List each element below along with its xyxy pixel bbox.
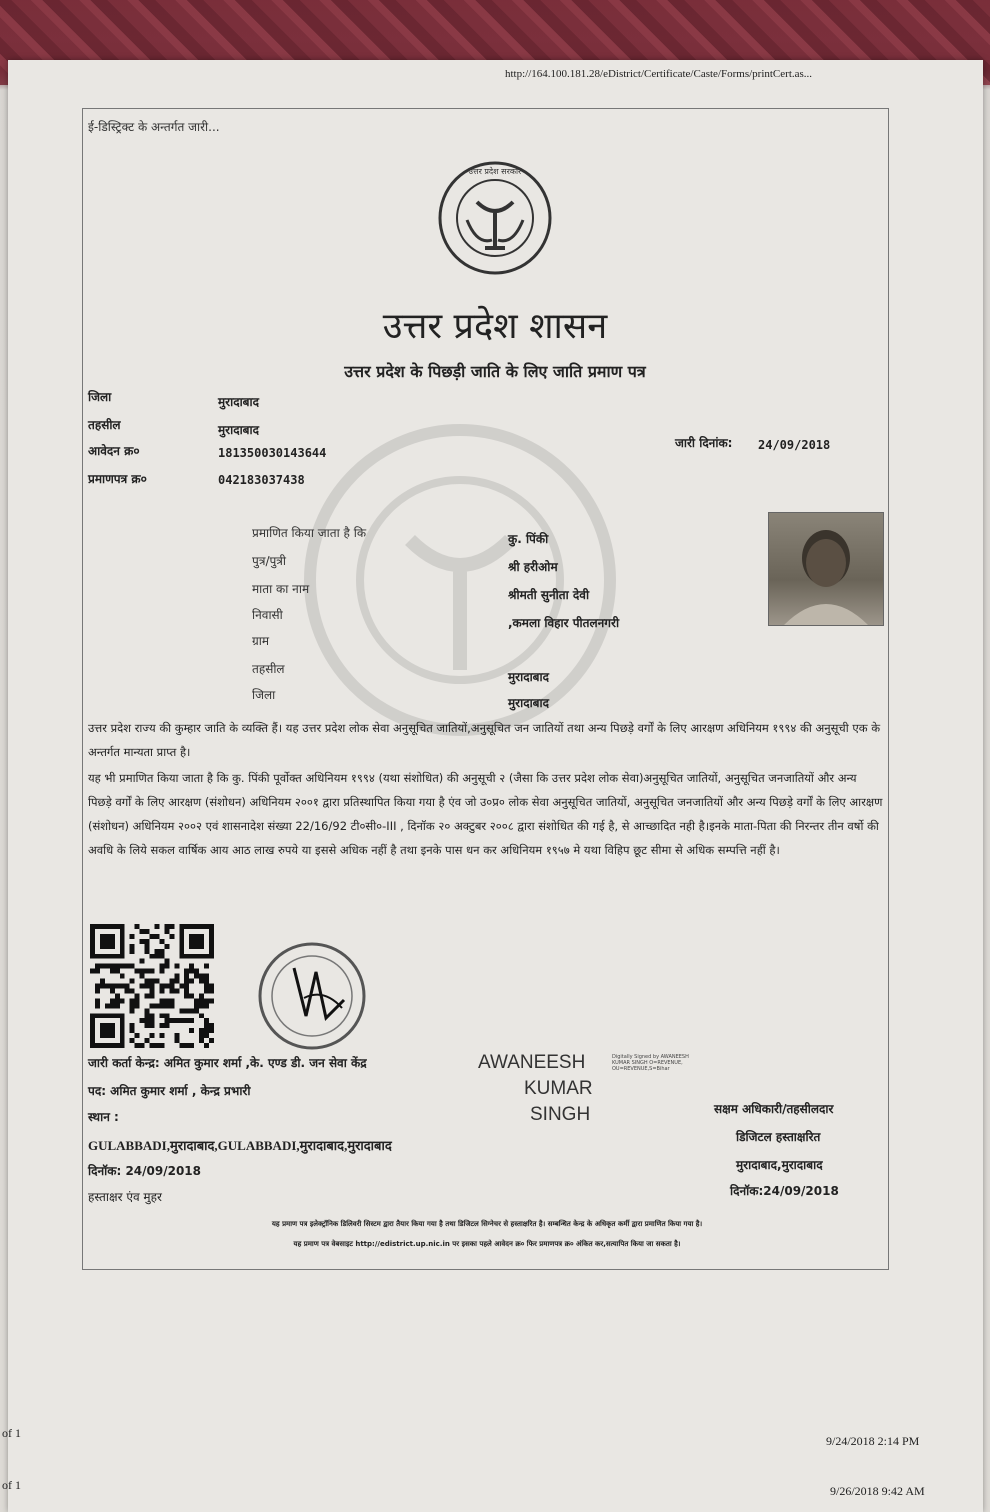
tehsil-label: तहसील: [88, 418, 121, 432]
field-label: माता का नाम: [252, 582, 310, 596]
field-value: कु. पिंकी: [508, 532, 549, 546]
qr-code: [90, 924, 214, 1048]
officer-date: दिनॉक:24/09/2018: [730, 1184, 839, 1198]
tehsildar-seal-icon: [254, 938, 370, 1054]
issuing-center: जारी कर्ता केन्द्र: अमित कुमार शर्मा ,के. एण्ड डी. जन सेवा केंद्र: [88, 1056, 367, 1070]
officer-title: सक्षम अधिकारी/तहसीलदार: [714, 1102, 834, 1116]
application-label: आवेदन क्र०: [88, 444, 140, 458]
fine-print-2: यह प्रमाण पत्र वेबसाइट http://edistrict.up.nic.in पर इसका पहले आवेदन क्र० फिर प्रमाणपत्र क्र० अंकित कर,सत्यापित किया जा सकता है।: [293, 1240, 681, 1248]
up-emblem-icon: [437, 160, 553, 276]
applicant-photo: [768, 512, 884, 626]
sign-and-seal: हस्ताक्षर एंव मुहर: [88, 1190, 162, 1204]
field-label: तहसील: [252, 662, 285, 676]
place-value: GULABBADI,मुरादाबाद,GULABBADI,मुरादाबाद,मुरादाबाद: [88, 1138, 392, 1153]
field-value: मुरादाबाद: [508, 670, 550, 684]
field-value: ,कमला विहार पीतलनगरी: [508, 616, 620, 630]
field-label: पुत्र/पुत्री: [252, 554, 287, 568]
page-count-a: of 1: [2, 1426, 21, 1440]
issue-date-label: जारी दिनांक:: [675, 436, 733, 450]
page-title: उत्तर प्रदेश शासन: [382, 306, 608, 347]
page-count-b: of 1: [2, 1478, 21, 1492]
tehsil-value: मुरादाबाद: [218, 423, 260, 437]
issuer-post: पद: अमित कुमार शर्मा , केन्द्र प्रभारी: [88, 1084, 251, 1098]
officer-place: मुरादाबाद,मुरादाबाद: [736, 1158, 823, 1172]
signer-name: AWANEESH KUMAR SINGH: [478, 1052, 593, 1125]
district-label: जिला: [88, 390, 112, 404]
officer-digital: डिजिटल हस्ताक्षरित: [736, 1130, 821, 1144]
application-value: 181350030143644: [218, 446, 327, 460]
print-time-b: 9/26/2018 9:42 AM: [830, 1484, 925, 1498]
field-value: मुरादाबाद: [508, 696, 550, 710]
certificate-label: प्रमाणपत्र क्र०: [88, 472, 147, 486]
place-label: स्थान :: [88, 1110, 119, 1124]
field-label: ग्राम: [252, 634, 270, 648]
top-note: ई-डिस्ट्रिक्ट के अन्तर्गत जारी...: [88, 120, 220, 134]
print-time-a: 9/24/2018 2:14 PM: [826, 1434, 920, 1448]
issue-date-value: 24/09/2018: [758, 438, 831, 452]
print-url: http://164.100.181.28/eDistrict/Certificate/Caste/Forms/printCert.as...: [505, 68, 813, 80]
field-label: निवासी: [252, 608, 283, 622]
fine-print-1: यह प्रमाण पत्र इलेक्ट्रॉनिक डिलिवरी सिस्टम द्वारा तैयार किया गया है तथा डिजिटल सिग्नेचर से हस्ताक्षरित है। सम्बन्धित केन्द्र के अधिकृत कर्मी द्वारा प्रमाणित किया गया है।: [271, 1220, 703, 1228]
paragraph-caste: उत्तर प्रदेश राज्य की कुम्हार जाति के व्यक्ति हैं। यह उत्तर प्रदेश लोक सेवा अनुसूचित जातियों,अनुसूचित जन जातियों तथा अन्य पिछड़े वर्गों के लिए आरक्षण अधिनियम १९९४ की अनुसूची एक के अन्तर्गत मान्यता प्राप्त है।: [88, 721, 881, 759]
watermark-emblem-icon: [300, 420, 620, 740]
paragraph-income: यह भी प्रमाणित किया जाता है कि कु. पिंकी पूर्वोक्त अधिनियम १९९४ (यथा संशोधित) की अनुसूची २ (जैसा कि उत्तर प्रदेश लोक सेवा)अनुसूचित जातियों, अनुसूचित जनजातियों और अन्य पिछड़े वर्गों के लिए आरक्षण (संशोधन) अधिनियम २००१ द्वारा प्रतिस्थापित किया गया है एंव जो उ०प्र० लोक सेवा अनुसूचित जातियों, अनुसूचित जनजातियों और अन्य पिछड़े वर्गों के लिए आरक्षण (संशोधन) अधिनियम २००२ एवं शासनादेश संख्या 22/16/92 टी०सी०-III , दिनॉक २० अक्टुबर २००८ द्वारा संशोधित की गई है, से आच्छादित नही है।इनके माता-पिता की निरन्तर तीन वर्षो की अवधि के लिये सकल वार्षिक आय आठ लाख रुपये या इससे अधिक नहीं है तथा इनके पास धन कर अधिनियम १९५७ मे यथा विहिप छूट सीमा से अधिक सम्पत्ति नहीं है।: [88, 771, 883, 857]
field-label: प्रमाणित किया जाता है कि: [252, 526, 367, 540]
field-label: जिला: [252, 688, 276, 702]
district-value: मुरादाबाद: [218, 395, 260, 409]
field-value: श्री हरीओम: [508, 560, 558, 574]
certificate-value: 042183037438: [218, 473, 305, 487]
emblem-text: उत्तर प्रदेश सरकार: [468, 167, 522, 176]
issuer-date: दिनॉक: 24/09/2018: [88, 1164, 202, 1178]
digital-signature-note: Digitally Signed by AWANEESH KUMAR SINGH O=REVENUE, OU=REVENUE,S=Bihar: [612, 1054, 689, 1072]
page-subtitle: उत्तर प्रदेश के पिछड़ी जाति के लिए जाति प्रमाण पत्र: [344, 362, 646, 381]
field-value: श्रीमती सुनीता देवी: [508, 588, 590, 602]
